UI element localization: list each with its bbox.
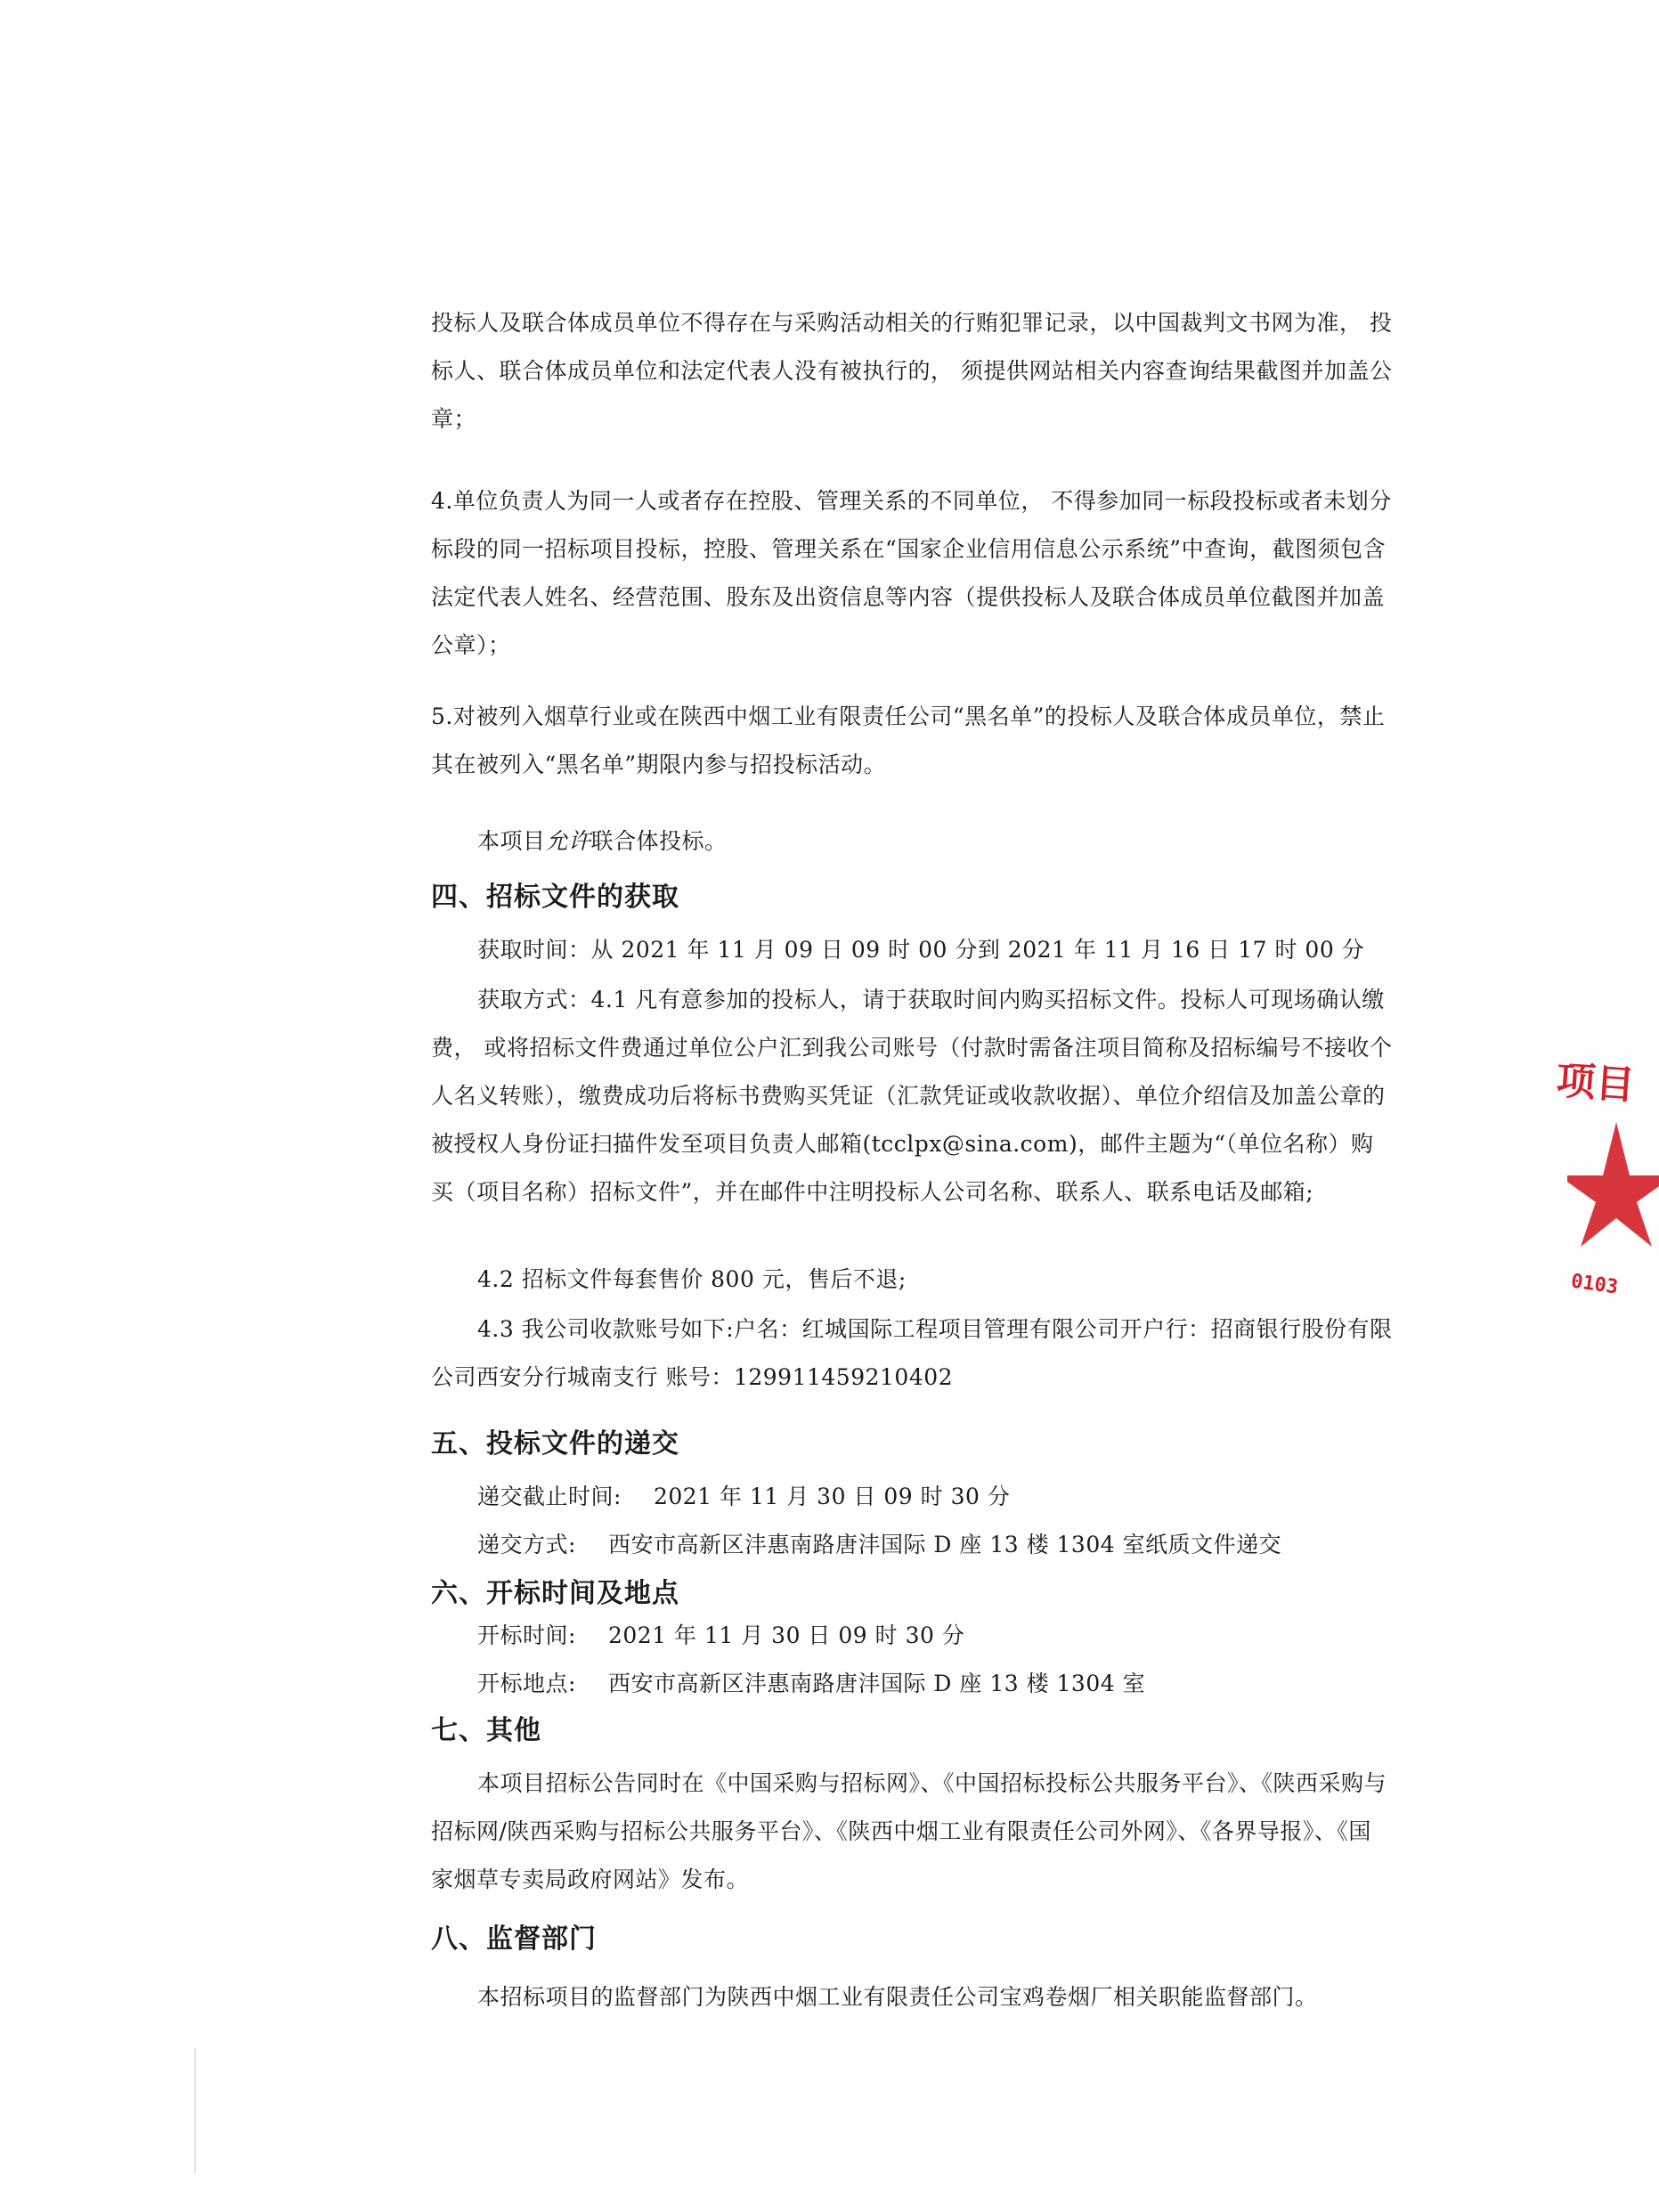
consortium-suffix: 联合体投标。 bbox=[590, 828, 728, 854]
section-4-title: 四、招标文件的获取 bbox=[431, 882, 679, 913]
deadline-value: 2021 年 11 月 30 日 09 时 30 分 bbox=[653, 1484, 1011, 1509]
paragraph-consortium bbox=[431, 817, 1393, 866]
seal-number: 0103 bbox=[1569, 1270, 1620, 1299]
star-icon bbox=[1567, 1122, 1659, 1247]
red-seal-partial bbox=[1514, 1015, 1659, 1336]
section-8-title: 八、监督部门 bbox=[431, 1923, 597, 1955]
opening-time-label: 开标时间: bbox=[477, 1622, 576, 1648]
section-7-title: 七、其他 bbox=[431, 1715, 541, 1746]
scan-artifact bbox=[194, 2048, 196, 2173]
paragraph-item-5: 5.对被列入烟草行业或在陕西中烟工业有限责任公司“黑名单”的投标人及联合体成员单位，禁止其在被列入“黑名单”期限内参与招投标活动。 bbox=[431, 703, 1386, 777]
section-4-method: 获取方式：4.1 凡有意参加的投标人，请于获取时间内购买招标文件。投标人可现场确认缴费， 或将招标文件费通过单位公户汇到我公司账号（付款时需备注项目简称及招标编号不接收个人名义转账），缴费成功后将标书费购买凭证（汇款凭证或收款收据）、单位介绍信及加盖公章的被授权人身份证扫描件发至项目负责人邮箱(tcclpx@sina.com)，邮件主题为“（单位名称）购买（项目名称）招标文件”，并在邮件中注明投标人公司名称、联系人、联系电话及邮箱; bbox=[431, 987, 1393, 1205]
section-7-text: 本项目招标公告同时在《中国采购与招标网》、《中国招标投标公共服务平台》、《陕西采购与招标网/陕西采购与招标公共服务平台》、《陕西中烟工业有限责任公司外网》、《各界导报》、《国家烟草专卖局政府网站》发布。 bbox=[431, 1770, 1387, 1892]
section-4-price: 4.2 招标文件每套售价 800 元，售后不退; bbox=[477, 1266, 907, 1292]
paragraph-item-4: 4.单位负责人为同一人或者存在控股、管理关系的不同单位， 不得参加同一标段投标或者未划分标段的同一招标项目投标，控股、管理关系在“国家企业信用信息公示系统”中查询，截图须包含法定代表人姓名、经营范围、股东及出资信息等内容（提供投标人及联合体成员单位截图并加盖公章）； bbox=[431, 488, 1392, 658]
section-5-method bbox=[477, 1521, 1281, 1569]
submission-method-label: 递交方式: bbox=[477, 1532, 576, 1557]
section-6-time bbox=[477, 1612, 964, 1660]
consortium-prefix: 本项目 bbox=[477, 828, 546, 854]
opening-place-value: 西安市高新区沣惠南路唐沣国际 D 座 13 楼 1304 室 bbox=[607, 1671, 1146, 1696]
section-6-title: 六、开标时间及地点 bbox=[431, 1578, 679, 1609]
deadline-label: 递交截止时间: bbox=[477, 1484, 622, 1509]
opening-time-value: 2021 年 11 月 30 日 09 时 30 分 bbox=[607, 1622, 965, 1648]
paragraph-criminal-record: 投标人及联合体成员单位不得存在与采购活动相关的行贿犯罪记录，以中国裁判文书网为准， 投标人、联合体成员单位和法定代表人没有被执行的， 须提供网站相关内容查询结果截图并加盖公章； bbox=[431, 310, 1393, 432]
section-5-title: 五、投标文件的递交 bbox=[431, 1428, 679, 1460]
section-4-time: 获取时间：从 2021 年 11 月 09 日 09 时 00 分到 2021 年 11 月 16 日 17 时 00 分 bbox=[477, 937, 1365, 963]
opening-place-label: 开标地点: bbox=[477, 1671, 576, 1696]
section-8-text: 本招标项目的监督部门为陕西中烟工业有限责任公司宝鸡卷烟厂相关职能监督部门。 bbox=[477, 1984, 1318, 2010]
section-4-account: 4.3 我公司收款账号如下:户名：红城国际工程项目管理有限公司开户行：招商银行股份有限公司西安分行城南支行 账号：129911459210402 bbox=[431, 1316, 1393, 1390]
seal-text: 项目 bbox=[1555, 1057, 1637, 1109]
consortium-allowed: 允许 bbox=[545, 828, 591, 854]
section-6-place bbox=[477, 1660, 1145, 1708]
submission-method-value: 西安市高新区沣惠南路唐沣国际 D 座 13 楼 1304 室纸质文件递交 bbox=[607, 1532, 1282, 1557]
section-5-deadline bbox=[477, 1473, 1010, 1521]
